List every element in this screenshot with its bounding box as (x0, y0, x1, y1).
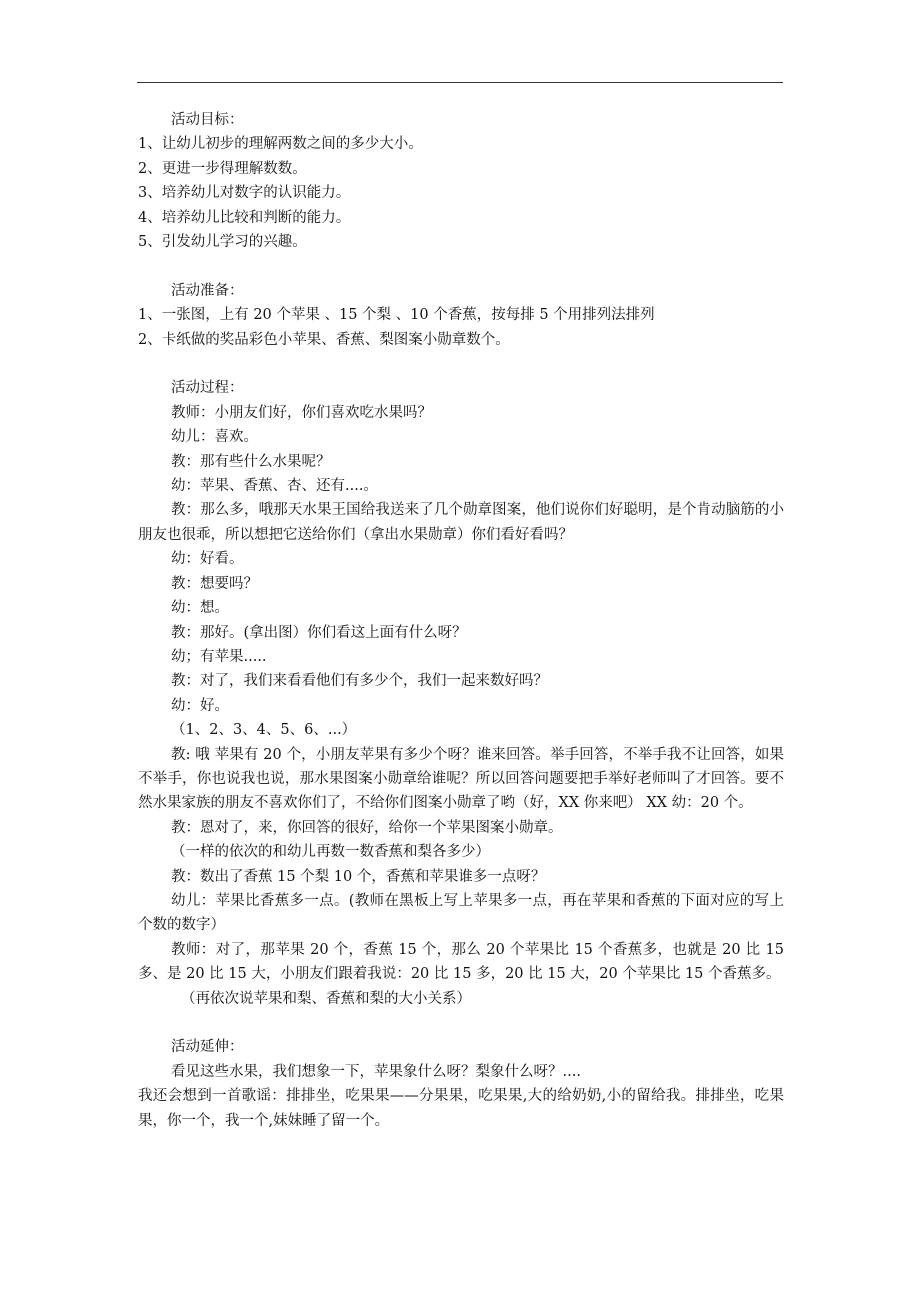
goal-item: 5、引发幼儿学习的兴趣。 (138, 234, 307, 251)
section-gap (138, 254, 784, 278)
dialogue-line: 幼：好。 (171, 697, 229, 714)
dialogue-line: 幼：苹果、香蕉、杏、还有....。 (171, 478, 378, 495)
dialogue-line: 教：对了，我们来看看他们有多少个，我们一起来数好吗？ (171, 673, 548, 690)
extension-paragraph: 我还会想到一首歌谣：排排坐，吃果果——分果果，吃果果,大的给奶奶,小的留给我。排排坐，吃果果，你一个，我一个,妹妹睡了留一个。 (138, 1088, 784, 1129)
document-body (138, 108, 784, 1133)
preparation-item: 1、一张图，上有 20 个苹果 、15 个梨 、10 个香蕉，按每排 5 个用排列法排列 (138, 307, 655, 324)
goal-item: 1、让幼儿初步的理解两数之间的多少大小。 (138, 136, 423, 153)
dialogue-paragraph: 幼儿：苹果比香蕉多一点。(教师在黑板上写上苹果多一点，再在苹果和香蕉的下面对应的写上个数的数字） (138, 892, 784, 934)
dialogue-line: 教：那有些什么水果呢？ (171, 453, 331, 470)
preparation-item: 2、卡纸做的奖品彩色小苹果、香蕉、梨图案小勋章数个。 (138, 331, 510, 348)
extension-line: 看见这些水果，我们想象一下，苹果象什么呀？梨象什么呀？.... (171, 1063, 581, 1080)
counting-line: （1、2、3、4、5、6、...） (171, 722, 357, 739)
stage-note: （再依次说苹果和梨、香蕉和梨的大小关系） (181, 990, 471, 1007)
process-heading: 活动过程： (171, 380, 244, 397)
dialogue-paragraph: 教：那么多，哦那天水果王国给我送来了几个勋章图案，他们说你们好聪明，是个肯动脑筋的小朋友也很乖，所以想把它送给你们（拿出水果勋章）你们看好看吗？ (138, 502, 784, 543)
dialogue-line: 幼；有苹果..... (171, 648, 267, 665)
goal-item: 3、培养幼儿对数字的认识能力。 (138, 185, 351, 202)
header-rule (137, 82, 783, 83)
stage-note: （一样的依次的和幼儿再数一数香蕉和梨各多少） (171, 844, 490, 861)
dialogue-paragraph: 教: 哦 苹果有 20 个，小朋友苹果有多少个呀？谁来回答。举手回答，不举手我不让回答，如果不举手，你也说我也说，那水果图案小勋章给谁呢？所以回答问题要把手举好老师叫了才回答。要不然水果家族的朋友不喜欢你们了，不给你们图案小勋章了哟（好，XX 你来吧） XX 幼：20 个。 (138, 746, 784, 812)
dialogue-line: 幼：好看。 (171, 551, 244, 568)
dialogue-line: 幼儿：喜欢。 (171, 429, 258, 446)
goal-item: 2、更进一步得理解数数。 (138, 160, 307, 177)
section-gap (138, 1011, 784, 1035)
section-gap (138, 352, 784, 376)
extension-heading: 活动延伸： (171, 1039, 244, 1056)
dialogue-line: 教：数出了香蕉 15 个梨 10 个，香蕉和苹果谁多一点呀？ (171, 868, 546, 885)
dialogue-line: 教：那好。(拿出图）你们看这上面有什么呀？ (171, 624, 467, 641)
goal-item: 4、培养幼儿比较和判断的能力。 (138, 209, 351, 226)
dialogue-line: 教师：小朋友们好，你们喜欢吃水果吗？ (171, 404, 432, 421)
goals-heading: 活动目标： (171, 112, 244, 128)
dialogue-line: 教：恩对了，来，你回答的很好，给你一个苹果图案小勋章。 (171, 819, 563, 836)
dialogue-line: 教：想要吗？ (171, 575, 258, 592)
dialogue-line: 幼：想。 (171, 600, 229, 617)
dialogue-paragraph: 教师：对了，那苹果 20 个，香蕉 15 个，那么 20 个苹果比 15 个香蕉多，也就是 20 比 15 多、是 20 比 15 大，小朋友们跟着我说：20 比 15 多，20 比 15 大，20 个苹果比 15 个香蕉多。 (138, 941, 784, 983)
preparation-heading: 活动准备： (171, 282, 244, 299)
